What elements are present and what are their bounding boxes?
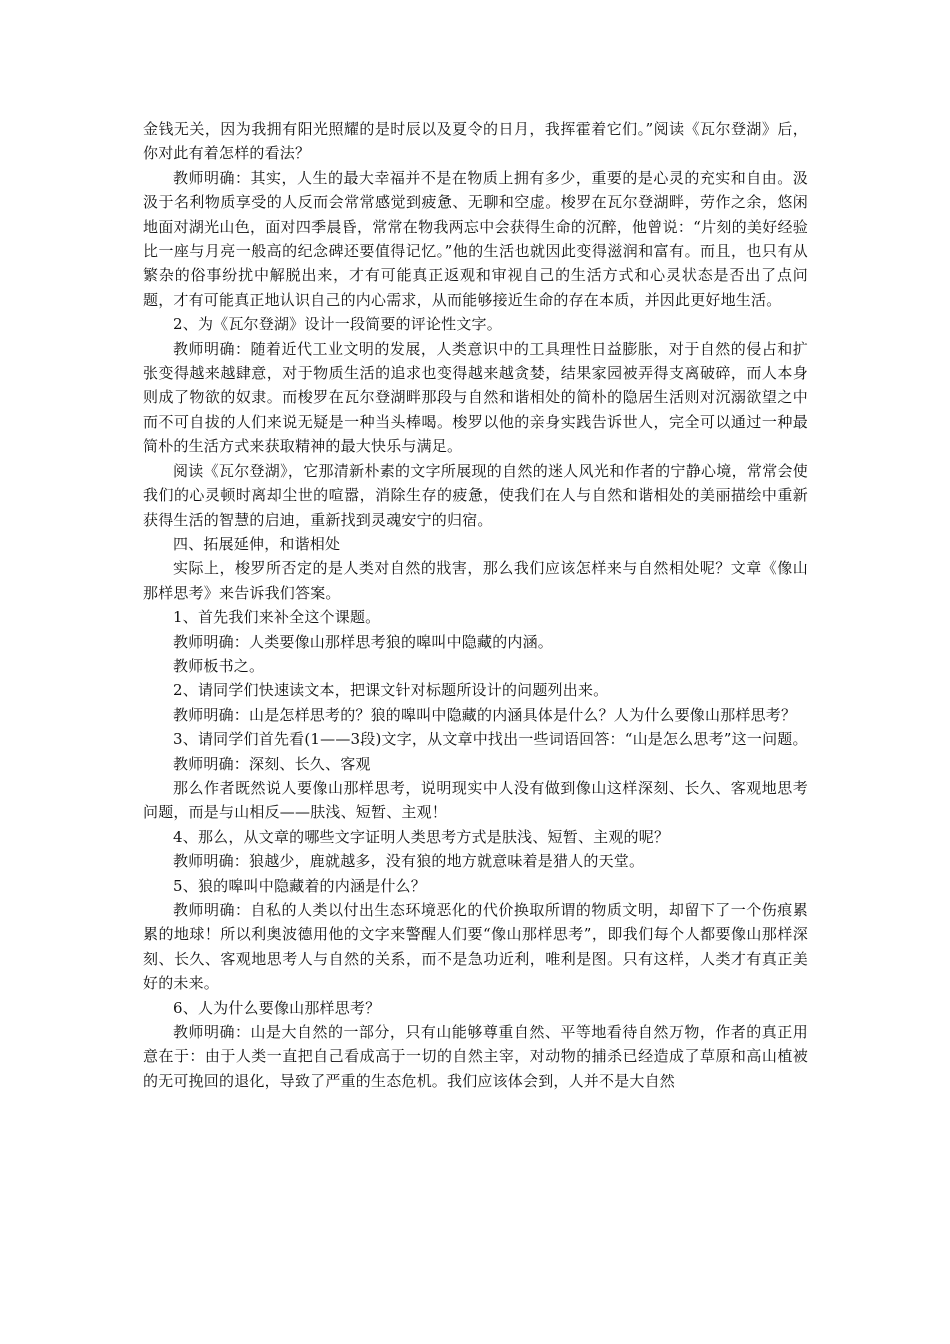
paragraph-reading-summary: 阅读《瓦尔登湖》，它那清新朴素的文字所展现的自然的迷人风光和作者的宁静心境，常常会使我们的心灵顿时离却尘世的喧嚣，消除生存的疲惫，使我们在人与自然和谐相处的美丽描绘中重新获得生活的智慧的启迪，重新找到灵魂安宁的归宿。 [143,461,808,529]
paragraph-teacher-answer-6: 教师明确：山是大自然的一部分，只有山能够尊重自然、平等地看待自然万物，作者的真正用意在于：由于人类一直把自己看成高于一切的自然主宰，对动物的捕杀已经造成了草原和高山植被的无可挽回的退化，导致了严重的生态危机。我们应该体会到，人并不是大自然 [143,1023,808,1090]
section-heading-extension: 四、拓展延伸，和谐相处 [173,534,341,553]
paragraph-teacher-answer-5: 教师明确：自私的人类以付出生态环境恶化的代价换取所谓的物质文明，却留下了一个伤痕累累的地球！所以利奥波德用他的文字来警醒人们要“像山那样思考”，即我们每个人都要像山那样深刻、长久、客观地思考人与自然的关系，而不是急功近利，唯利是图。只有这样，人类才有真正美好的未来。 [143,901,808,993]
document-page [143,117,808,1093]
paragraph-question-5: 5、狼的嗥叫中隐藏着的内涵是什么？ [173,876,426,895]
paragraph-question-3: 3、请同学们首先看(1——3段)文字，从文章中找出一些词语回答：“山是怎么思考”这一问题。 [173,730,808,749]
paragraph-teacher-answer-questions: 教师明确：山是怎样思考的？狼的嗥叫中隐藏的内涵具体是什么？人为什么要像山那样思考？ [173,705,797,724]
paragraph-question-2: 2、为《瓦尔登湖》设计一段简要的评论性文字。 [173,315,502,334]
paragraph-teacher-answer-title: 教师明确：人类要像山那样思考狼的嗥叫中隐藏的内涵。 [173,632,554,651]
paragraph-question-1: 1、首先我们来补全这个课题。 [173,608,381,627]
paragraph-intro-mountain: 实际上，梭罗所否定的是人类对自然的戕害，那么我们应该怎样来与自然相处呢？文章《像山那样思考》来告诉我们答案。 [143,559,808,602]
paragraph-continuation: 金钱无关，因为我拥有阳光照耀的是时辰以及夏令的日月，我挥霍着它们。”阅读《瓦尔登湖》后，你对此有着怎样的看法？ [143,120,808,163]
paragraph-teacher-answer-3: 教师明确：深刻、长久、客观 [173,754,371,773]
paragraph-question-list: 2、请同学们快速读文本，把课文针对标题所设计的问题列出来。 [173,681,609,700]
paragraph-question-6: 6、人为什么要像山那样思考？ [173,998,381,1017]
paragraph-contrast: 那么作者既然说人要像山那样思考，说明现实中人没有做到像山这样深刻、长久、客观地思考问题，而是与山相反——肤浅、短暂、主观！ [143,778,808,822]
paragraph-board-note: 教师板书之。 [173,656,265,675]
paragraph-teacher-answer-1: 教师明确：其实，人生的最大幸福并不是在物质上拥有多少，重要的是心灵的充实和自由。汲汲于名利物质享受的人反而会常常感觉到疲惫、无聊和空虚。梭罗在瓦尔登湖畔，劳作之余，悠闲地面对湖光山色，面对四季晨昏，常常在物我两忘中会获得生命的沉醉，他曾说：“片刻的美好经验比一座与月亮一般高的纪念碑还要值得记忆。”他的生活也就因此变得滋润和富有。而且，也只有从繁杂的俗事纷扰中解脱出来，才有可能真正返观和审视自己的生活方式和心灵状态是否出了点问题，才有可能真正地认识自己的内心需求，从而能够接近生命的存在本质，并因此更好地生活。 [143,168,808,309]
paragraph-question-4: 4、那么，从文章的哪些文字证明人类思考方式是肤浅、短暂、主观的呢？ [173,827,670,846]
paragraph-teacher-answer-2: 教师明确：随着近代工业文明的发展，人类意识中的工具理性日益膨胀，对于自然的侵占和扩张变得越来越肆意，对于物质生活的追求也变得越来越贪婪，结果家园被弄得支离破碎，而人本身则成了物欲的奴隶。而梭罗在瓦尔登湖畔那段与自然和谐相处的简朴的隐居生活则对沉溺欲望之中而不可自拔的人们来说无疑是一种当头棒喝。梭罗以他的亲身实践告诉世人，完全可以通过一种最简朴的生活方式来获取精神的最大快乐与满足。 [143,339,808,456]
paragraph-teacher-answer-4: 教师明确：狼越少，鹿就越多，没有狼的地方就意味着是猎人的天堂。 [173,852,645,871]
